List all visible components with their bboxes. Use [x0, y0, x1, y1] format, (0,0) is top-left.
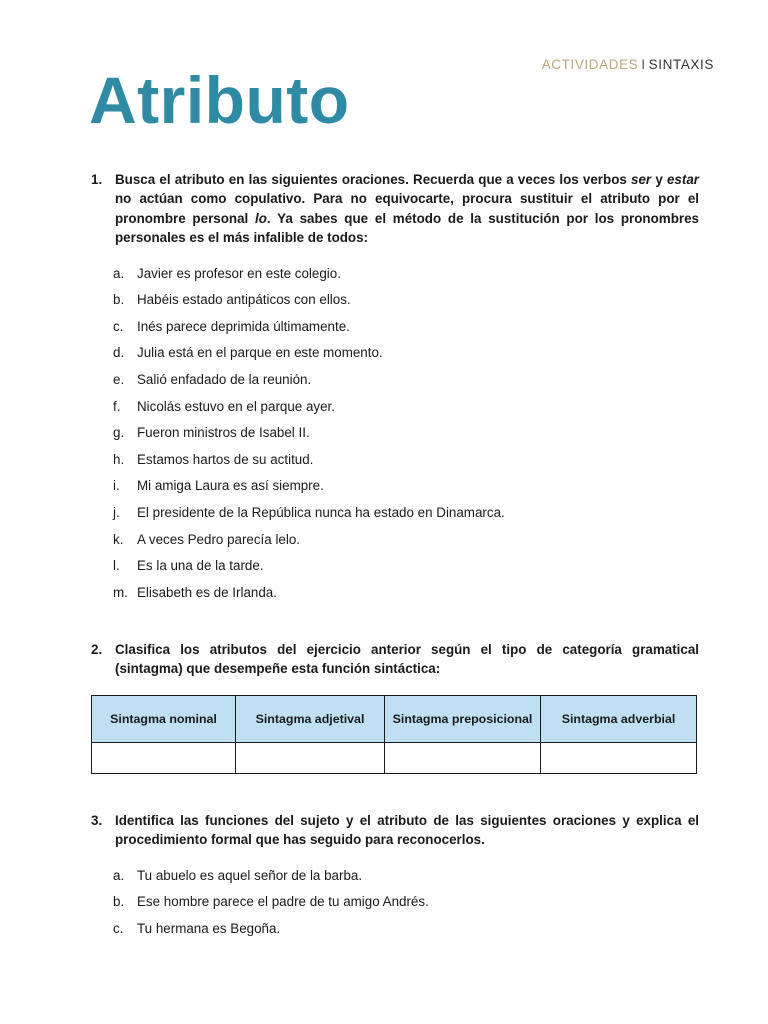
instruction-emphasis-ser: ser [631, 172, 652, 187]
item-text: Inés parece deprimida últimamente. [137, 318, 350, 334]
item-text: Mi amiga Laura es así siempre. [137, 478, 324, 494]
table-header-row [92, 696, 697, 743]
item-letter: b. [113, 292, 125, 308]
item-letter: a. [113, 265, 125, 281]
item-text: Salió enfadado de la reunión. [137, 372, 312, 387]
exercise-2-number: 2. [91, 642, 103, 657]
section-tag-activities: ACTIVIDADES [541, 57, 639, 72]
list-item [91, 503, 699, 530]
list-item [91, 450, 699, 477]
answer-cell-nominal[interactable] [92, 743, 236, 774]
instruction-part: y [651, 172, 667, 187]
answer-cell-adjetival[interactable] [236, 743, 385, 774]
exercise-1 [91, 170, 699, 609]
item-text: Javier es profesor en este colegio. [137, 265, 341, 281]
list-item [91, 290, 699, 317]
list-item [91, 317, 699, 344]
list-item [91, 919, 699, 946]
item-text: Estamos hartos de su actitud. [137, 451, 314, 467]
item-letter: m. [113, 584, 128, 600]
section-tag-separator: I [641, 57, 646, 72]
item-letter: j. [113, 504, 120, 520]
list-item [91, 866, 699, 893]
item-text: Es la una de la tarde. [137, 558, 264, 574]
item-letter: i. [113, 478, 120, 494]
answer-cell-adverbial[interactable] [541, 743, 697, 774]
list-item [91, 476, 699, 503]
item-letter: l. [113, 558, 120, 574]
item-letter: c. [113, 921, 124, 936]
list-item [91, 556, 699, 583]
page-title: Atributo [89, 63, 350, 137]
exercise-3-number: 3. [91, 813, 103, 828]
list-item [91, 343, 699, 370]
item-letter: d. [113, 345, 125, 361]
list-item [91, 370, 699, 397]
list-item [91, 583, 699, 610]
item-letter: k. [113, 531, 124, 547]
table-row [92, 743, 697, 774]
list-item [91, 530, 699, 557]
instruction-emphasis-estar: estar [666, 172, 699, 187]
list-item [91, 264, 699, 291]
item-letter: f. [113, 398, 121, 414]
item-text: Elisabeth es de Irlanda. [137, 584, 277, 600]
item-text: Julia está en el parque en este momento. [137, 345, 383, 361]
item-letter: e. [113, 372, 125, 387]
item-text: Tu hermana es Begoña. [137, 921, 281, 936]
item-text: El presidente de la República nunca ha estado en Dinamarca. [137, 504, 505, 520]
exercise-3-instruction [91, 811, 699, 850]
list-item [91, 892, 699, 919]
exercise-3-sentence-list [91, 866, 699, 946]
list-item [91, 423, 699, 450]
instruction-emphasis-lo: lo [255, 210, 267, 226]
exercise-3-text: Identifica las funciones del sujeto y el atributo de las siguientes oraciones y explica el procedimiento formal que has seguido para reconocerlos. [115, 813, 699, 848]
instruction-part: no actúan como copulativo. Para no equivocarte, procura sustituir el atributo por el pronombre personal [115, 191, 699, 226]
column-header-preposicional: Sintagma preposicional [385, 696, 541, 743]
item-letter: h. [113, 451, 125, 467]
exercise-2 [91, 640, 699, 679]
exercise-3 [91, 811, 699, 946]
item-text: Nicolás estuvo en el parque ayer. [137, 398, 336, 414]
section-tag-topic: SINTAXIS [648, 57, 714, 72]
exercise-2-instruction [91, 640, 699, 679]
item-text: Habéis estado antipáticos con ellos. [137, 292, 351, 308]
item-text: Tu abuelo es aquel señor de la barba. [137, 867, 363, 883]
phrase-type-table [91, 695, 697, 774]
item-letter: b. [113, 894, 125, 910]
instruction-part: Busca el atributo en las siguientes oraciones. Recuerda que a veces los verbos [115, 172, 632, 187]
exercise-1-text [115, 170, 699, 248]
exercise-1-instruction [91, 170, 699, 248]
item-text: Fueron ministros de Isabel II. [137, 425, 310, 441]
exercise-2-text: Clasifica los atributos del ejercicio anterior según el tipo de categoría gramatical (sintagma) que desempeñe esta función sintáctica: [115, 642, 699, 677]
item-letter: c. [113, 318, 124, 334]
column-header-nominal: Sintagma nominal [92, 696, 236, 743]
exercise-1-sentence-list [91, 264, 699, 610]
list-item [91, 397, 699, 424]
answer-cell-preposicional[interactable] [385, 743, 541, 774]
exercise-1-number: 1. [91, 172, 103, 187]
column-header-adjetival: Sintagma adjetival [236, 696, 385, 743]
section-tag [542, 57, 714, 72]
item-letter: a. [113, 867, 125, 883]
item-letter: g. [113, 425, 125, 441]
item-text: Ese hombre parece el padre de tu amigo Andrés. [137, 894, 429, 910]
item-text: A veces Pedro parecía lelo. [137, 531, 301, 547]
instruction-part: . Ya sabes que el método de la sustitución por los pronombres personales es el más infalible de todos: [115, 210, 699, 246]
column-header-adverbial: Sintagma adverbial [541, 696, 697, 743]
